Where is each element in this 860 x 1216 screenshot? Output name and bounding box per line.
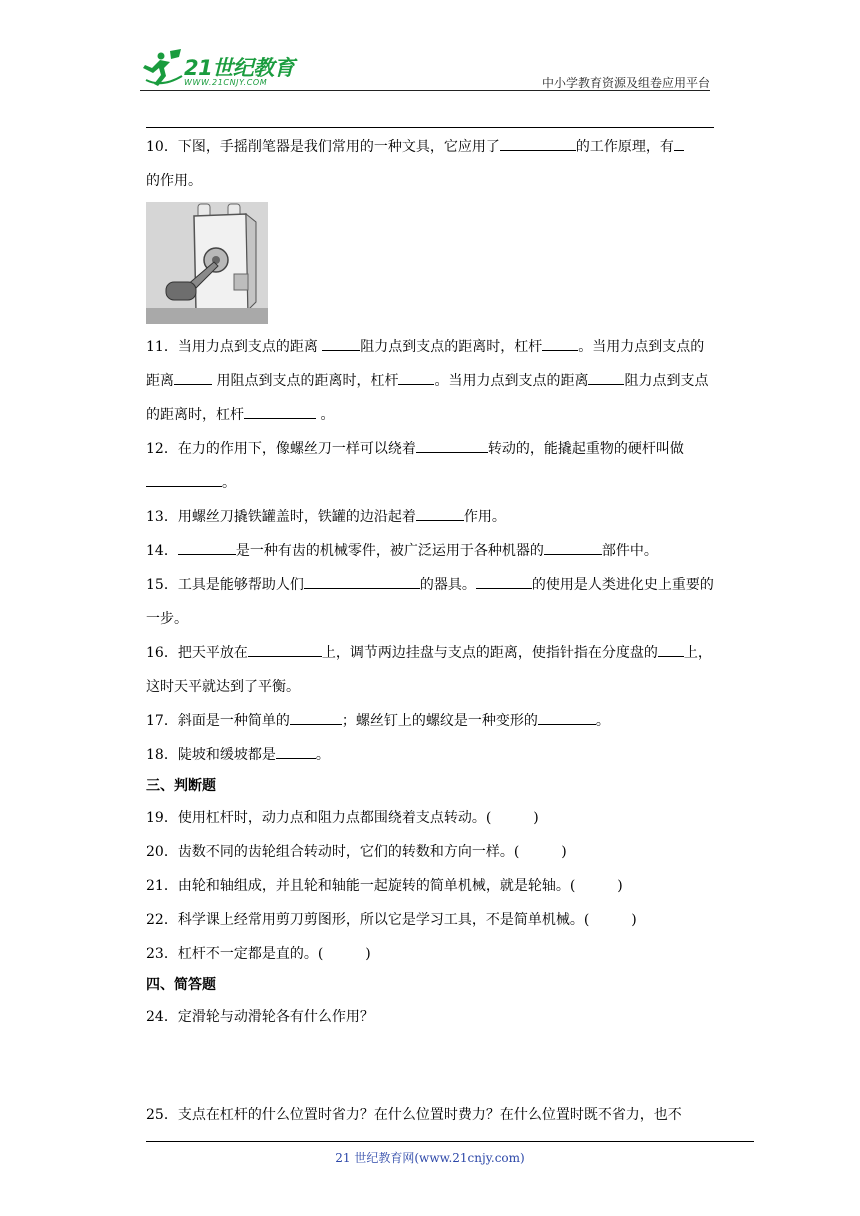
question-24: 24．定滑轮与动滑轮各有什么作用？ [146, 1009, 374, 1025]
q15-text-b: 的器具。 [419, 577, 476, 593]
page-footer: 21 世纪教育网(www.21cnjy.com) [335, 1151, 525, 1165]
q12-blank-2 [146, 472, 222, 487]
q15-blank-1 [304, 574, 420, 589]
q16-text-a: 16．把天平放在 [146, 645, 248, 661]
q17-blank-2 [538, 710, 596, 725]
section-short-answer-title: 四、简答题 [146, 977, 216, 993]
q10-text-a: 10．下图，手摇削笔器是我们常用的一种文具，它应用了 [146, 139, 500, 155]
q11-text-g: 。 [316, 407, 335, 423]
question-20 [146, 835, 716, 869]
q11-text-a: 11．当用力点到支点的距离 [146, 339, 323, 355]
question-22 [146, 903, 716, 937]
question-list [146, 130, 716, 1132]
q11-text-d: 用阻点到支点的距离时，杠杆 [212, 373, 399, 389]
question-10 [146, 130, 716, 198]
q14-text-b: 是一种有齿的机械零件，被广泛运用于各种机器的 [235, 543, 544, 559]
platform-name: 中小学教育资源及组卷应用平台 [541, 76, 710, 90]
question-23 [146, 937, 716, 971]
q16-blank-2 [658, 642, 684, 657]
q23-text-b: ) [365, 946, 371, 962]
q10-text-b: 的工作原理，有 [575, 139, 674, 155]
question-18 [146, 738, 716, 772]
q20-text-a: 20．齿数不同的齿轮组合转动时，它们的转数和方向一样。( [146, 844, 520, 860]
logo-text: 21世纪教育 [184, 56, 295, 80]
q12-text-c: 。 [222, 475, 236, 491]
q11-blank-4 [398, 370, 434, 385]
footer-divider [146, 1141, 754, 1142]
q11-blank-5 [588, 370, 624, 385]
q11-blank-6 [244, 404, 316, 419]
question-19 [146, 801, 716, 835]
q14-text-a: 14． [146, 543, 178, 559]
q13-text-b: 作用。 [463, 509, 506, 525]
q14-text-c: 部件中。 [601, 543, 658, 559]
q11-text-c: 。当用力点到支点的距离 [146, 339, 705, 389]
q17-text-c: 。 [595, 713, 610, 729]
question-11 [146, 330, 716, 432]
q21-text-b: ) [617, 878, 623, 894]
q21-text-a: 21．由轮和轴组成，并且轮和轴能一起旋转的简单机械，就是轮轴。( [146, 878, 576, 894]
q11-text-f: 阻力点到支点的距离时，杠杆 [146, 373, 709, 423]
section-judgement-title: 三、判断题 [146, 778, 216, 794]
q13-blank-1 [416, 506, 464, 521]
q12-blank-1 [416, 438, 488, 453]
question-13 [146, 500, 716, 534]
logo-url: WWW.21CNJY.COM [184, 78, 268, 87]
question-25: 25．支点在杠杆的什么位置时省力？在什么位置时费力？在什么位置时既不省力，也不 [146, 1107, 682, 1123]
q10-blank-2 [674, 136, 684, 151]
q18-text-b: 。 [315, 747, 330, 763]
q19-text-a: 19．使用杠杆时，动力点和阻力点都围绕着支点转动。( [146, 810, 492, 826]
q14-blank-2 [544, 540, 602, 555]
q11-text-b: 阻力点到支点的距离时，杠杆 [360, 339, 543, 355]
q15-text-a: 15．工具是能够帮助人们 [146, 577, 304, 593]
q22-text-b: ) [631, 912, 637, 928]
site-logo [140, 48, 315, 90]
runner-logo-icon [140, 48, 184, 88]
top-divider [146, 127, 714, 128]
q24-answer-space [146, 1034, 716, 1098]
q20-text-b: ) [561, 844, 567, 860]
page-header [140, 48, 710, 91]
q10-blank-1 [500, 136, 576, 151]
q14-blank-1 [178, 540, 236, 555]
q13-text-a: 13．用螺丝刀撬铁罐盖时，铁罐的边沿起着 [146, 509, 416, 525]
q11-text-e: 。当用力点到支点的距离 [434, 373, 589, 389]
q17-text-b: ；螺丝钉上的螺纹是一种变形的 [341, 713, 538, 729]
q18-text-a: 18．陡坡和缓坡都是 [146, 747, 276, 763]
question-21 [146, 869, 716, 903]
q22-text-a: 22．科学课上经常用剪刀剪图形，所以它是学习工具，不是简单机械。( [146, 912, 590, 928]
q16-text-b: 上，调节两边挂盘与支点的距离，使指针指在分度盘的 [321, 645, 658, 661]
q17-blank-1 [290, 710, 342, 725]
question-15 [146, 568, 716, 636]
q23-text-a: 23．杠杆不一定都是直的。( [146, 946, 324, 962]
q12-text-a: 12．在力的作用下，像螺丝刀一样可以绕着 [146, 441, 416, 457]
q16-text-c: 上，这时天平就达到了平衡。 [146, 645, 712, 695]
q18-blank-1 [276, 744, 316, 759]
pencil-sharpener-photo [146, 202, 268, 324]
q11-blank-2 [542, 336, 578, 351]
question-17 [146, 704, 716, 738]
q10-text-c: 的作用。 [146, 173, 202, 189]
q11-blank-3 [174, 370, 212, 385]
q12-text-b: 转动的，能撬起重物的硬杆叫做 [487, 441, 684, 457]
question-12 [146, 432, 716, 500]
q17-text-a: 17．斜面是一种简单的 [146, 713, 290, 729]
q19-text-b: ) [533, 810, 539, 826]
q15-text-c: 的使用是人类进化史上重要的一步。 [146, 577, 714, 627]
q15-blank-2 [476, 574, 532, 589]
question-14 [146, 534, 716, 568]
q16-blank-1 [248, 642, 322, 657]
question-16 [146, 636, 716, 704]
q11-blank-1 [322, 336, 360, 351]
